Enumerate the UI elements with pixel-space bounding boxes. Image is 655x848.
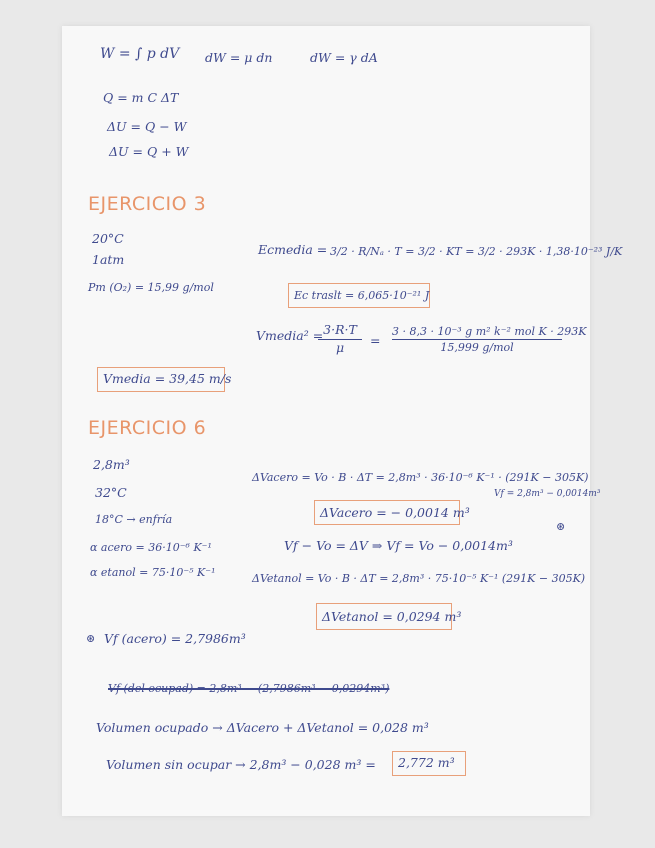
ex6-final-result: 2,772 m³ (398, 755, 455, 770)
ex6-dv-ethanol-result: ΔVetanol = 0,0294 m³ (322, 609, 462, 624)
ex3-data-temperature: 20°C (92, 231, 124, 246)
ex3-v-equals: = (370, 333, 381, 348)
ex3-v-result: Vmedia = 39,45 m/s (103, 371, 232, 386)
ex6-dv-ethanol: ΔVetanol = Vo · B · ΔT = 2,8m³ · 75·10⁻⁵ K⁻¹ (291K − 305K) (252, 572, 586, 585)
formula-dw-surface: dW = γ dA (310, 50, 378, 65)
formula-du-plus: ΔU = Q + W (109, 144, 189, 159)
ex3-v-fraction (318, 324, 362, 354)
ex3-v-numerator: 3·R·T (323, 322, 357, 337)
ex3-ec-expression: 3/2 · R/Nₐ · T = 3/2 · KT = 3/2 · 293K · 1,38·10⁻²³ J/K (330, 245, 623, 258)
ex3-ec-label: Ecmedia = (258, 242, 328, 257)
ex6-occupied-volume: Volumen ocupado → ΔVacero + ΔVetanol = 0,028 m³ (96, 720, 429, 735)
ex3-v-fraction-2 (392, 325, 587, 354)
formula-du-minus: ΔU = Q − W (107, 119, 187, 134)
ex6-vf-note: Vf = 2,8m³ − 0,0014m³ (494, 489, 601, 499)
formula-heat: Q = m C ΔT (103, 90, 179, 105)
fraction-bar (392, 339, 562, 340)
ex6-crossed-out-line: Vf (del ocupad) = 2,8m³ − (2,7986m³ − 0,0294m³) (108, 682, 390, 695)
star-marker-icon: ⊛ (556, 520, 566, 533)
ex6-vf-equation: Vf − Vo = ΔV ⇒ Vf = Vo − 0,0014m³ (284, 538, 513, 553)
ex6-data-volume: 2,8m³ (93, 457, 130, 472)
star-marker-icon: ⊛ (86, 632, 96, 645)
ex6-vf-steel: Vf (acero) = 2,7986m³ (104, 631, 246, 646)
exercise-3-title: EJERCICIO 3 (88, 193, 207, 215)
ex6-unoccupied-volume: Volumen sin ocupar → 2,8m³ − 0,028 m³ = (106, 757, 376, 772)
ex6-dv-steel: ΔVacero = Vo · B · ΔT = 2,8m³ · 36·10⁻⁶ K⁻¹ · (291K − 305K) (252, 471, 589, 484)
ex3-v-numerator-2: 3 · 8,3 · 10⁻³ g m² k⁻² mol K · 293K (392, 325, 587, 338)
ex3-v-denominator-2: 15,999 g/mol (440, 341, 514, 354)
ex6-dv-steel-result: ΔVacero = − 0,0014 m³ (320, 505, 470, 520)
ex3-v-label: Vmedia² = (256, 328, 324, 343)
ex6-data-alpha-steel: α acero = 36·10⁻⁶ K⁻¹ (90, 541, 212, 554)
ex6-data-t2: 18°C → enfría (95, 513, 173, 526)
exercise-6-title: EJERCICIO 6 (88, 417, 207, 439)
ex6-data-t1: 32°C (95, 485, 127, 500)
ex3-data-molar-mass: Pm (O₂) = 15,99 g/mol (88, 281, 214, 294)
ex3-ec-result: Ec traslt = 6,065·10⁻²¹ J (294, 289, 430, 302)
formula-dw-chem: dW = μ dn (205, 50, 273, 65)
ex3-v-denominator: μ (335, 339, 345, 355)
ex6-data-alpha-ethanol: α etanol = 75·10⁻⁵ K⁻¹ (90, 566, 216, 579)
formula-work: W = ∫ p dV (100, 46, 180, 62)
ex3-data-pressure: 1atm (92, 252, 125, 267)
